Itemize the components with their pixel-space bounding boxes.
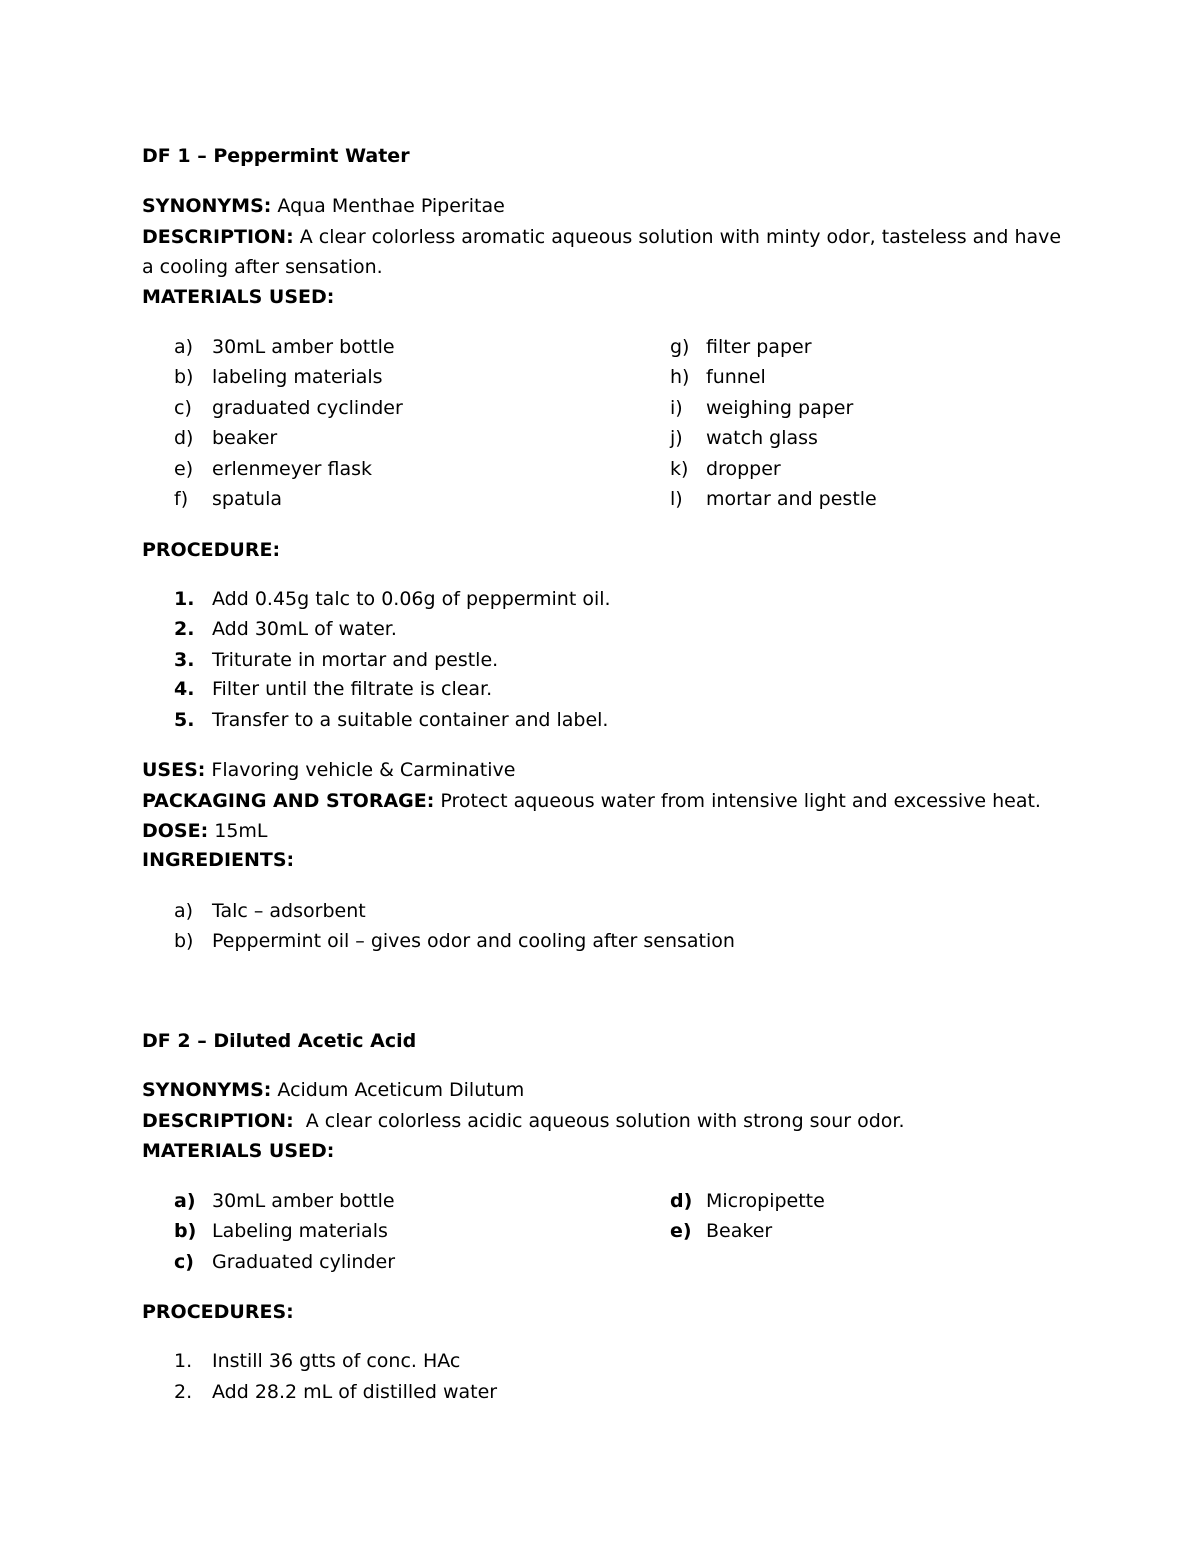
df1-dose-value: 15mL — [208, 820, 268, 842]
list-item-text: Add 0.45g talc to 0.06g of peppermint oil. — [212, 588, 611, 610]
list-item-text: watch glass — [706, 427, 818, 449]
df2-synonyms — [142, 1078, 524, 1102]
list-marker: l) — [670, 488, 683, 510]
list-item-text: Labeling materials — [212, 1220, 388, 1242]
df2-description — [142, 1109, 905, 1133]
df1-procedure-heading: PROCEDURE: — [142, 539, 281, 561]
list-item-text: Triturate in mortar and pestle. — [212, 649, 499, 671]
list-item-text: filter paper — [706, 336, 812, 358]
df1-synonyms-value: Aqua Menthae Piperitae — [271, 195, 505, 217]
list-marker: 1. — [174, 1350, 193, 1372]
list-item-text: Peppermint oil – gives odor and cooling after sensation — [212, 930, 735, 952]
df1-uses-label: USES: — [142, 759, 206, 781]
list-marker: j) — [670, 427, 683, 449]
list-item-text: funnel — [706, 366, 766, 388]
df1-synonyms — [142, 194, 505, 218]
list-marker: e) — [670, 1220, 692, 1242]
df1-uses — [142, 758, 515, 782]
list-marker: a) — [174, 1190, 196, 1212]
list-marker: k) — [670, 458, 689, 480]
df2-materials-heading: MATERIALS USED: — [142, 1140, 335, 1162]
list-marker: b) — [174, 1220, 197, 1242]
df1-uses-value: Flavoring vehicle & Carminative — [205, 759, 516, 781]
list-marker: 5. — [174, 709, 195, 731]
list-item-text: Transfer to a suitable container and label. — [212, 709, 609, 731]
list-item-text: Micropipette — [706, 1190, 825, 1212]
df1-packaging — [142, 789, 1041, 813]
list-marker: 1. — [174, 588, 195, 610]
list-item-text: erlenmeyer flask — [212, 458, 373, 480]
list-marker: a) — [174, 336, 194, 358]
df1-packaging-value: Protect aqueous water from intensive light and excessive heat. — [434, 790, 1041, 812]
list-item-text: spatula — [212, 488, 283, 510]
list-item-text: Talc – adsorbent — [212, 900, 366, 922]
df1-description-value: A clear colorless aromatic aqueous solution with minty odor, tasteless and have a cooling after sensation. — [142, 226, 1062, 278]
df1-dose-label: DOSE: — [142, 820, 209, 842]
df2-title: DF 2 – Diluted Acetic Acid — [142, 1030, 417, 1052]
list-item-text: beaker — [212, 427, 278, 449]
list-item-text: mortar and pestle — [706, 488, 877, 510]
list-item-text: Instill 36 gtts of conc. HAc — [212, 1350, 461, 1372]
list-item-text: 30mL amber bottle — [212, 1190, 395, 1212]
list-item-text: labeling materials — [212, 366, 383, 388]
df1-synonyms-label: SYNONYMS: — [142, 195, 272, 217]
df2-procedures-heading: PROCEDURES: — [142, 1301, 294, 1323]
df2-description-value: A clear colorless acidic aqueous solution with strong sour odor. — [293, 1110, 905, 1132]
df1-title: DF 1 – Peppermint Water — [142, 145, 410, 167]
list-marker: 4. — [174, 678, 195, 700]
list-item-text: Filter until the filtrate is clear. — [212, 678, 493, 700]
list-marker: 2. — [174, 1381, 193, 1403]
df1-materials-heading: MATERIALS USED: — [142, 286, 335, 308]
list-item-text: weighing paper — [706, 397, 854, 419]
list-marker: d) — [174, 427, 194, 449]
df2-synonyms-value: Acidum Aceticum Dilutum — [271, 1079, 525, 1101]
list-item-text: Beaker — [706, 1220, 773, 1242]
list-item-text: dropper — [706, 458, 781, 480]
list-marker: b) — [174, 366, 194, 388]
df2-description-label: DESCRIPTION: — [142, 1110, 294, 1132]
list-marker: c) — [174, 1251, 194, 1273]
list-marker: g) — [670, 336, 690, 358]
list-marker: f) — [174, 488, 189, 510]
df1-description — [142, 222, 1072, 282]
list-marker: c) — [174, 397, 192, 419]
df1-ingredients-heading: INGREDIENTS: — [142, 849, 295, 871]
list-marker: h) — [670, 366, 690, 388]
list-marker: i) — [670, 397, 683, 419]
list-marker: 2. — [174, 618, 195, 640]
list-item-text: graduated cyclinder — [212, 397, 403, 419]
df1-description-label: DESCRIPTION: — [142, 226, 294, 248]
list-item-text: Add 30mL of water. — [212, 618, 397, 640]
df2-synonyms-label: SYNONYMS: — [142, 1079, 272, 1101]
list-item-text: Graduated cylinder — [212, 1251, 396, 1273]
list-marker: b) — [174, 930, 194, 952]
list-marker: d) — [670, 1190, 693, 1212]
df1-dose — [142, 819, 268, 843]
list-marker: 3. — [174, 649, 195, 671]
list-item-text: 30mL amber bottle — [212, 336, 395, 358]
list-item-text: Add 28.2 mL of distilled water — [212, 1381, 498, 1403]
df1-packaging-label: PACKAGING AND STORAGE: — [142, 790, 435, 812]
list-marker: a) — [174, 900, 194, 922]
list-marker: e) — [174, 458, 194, 480]
